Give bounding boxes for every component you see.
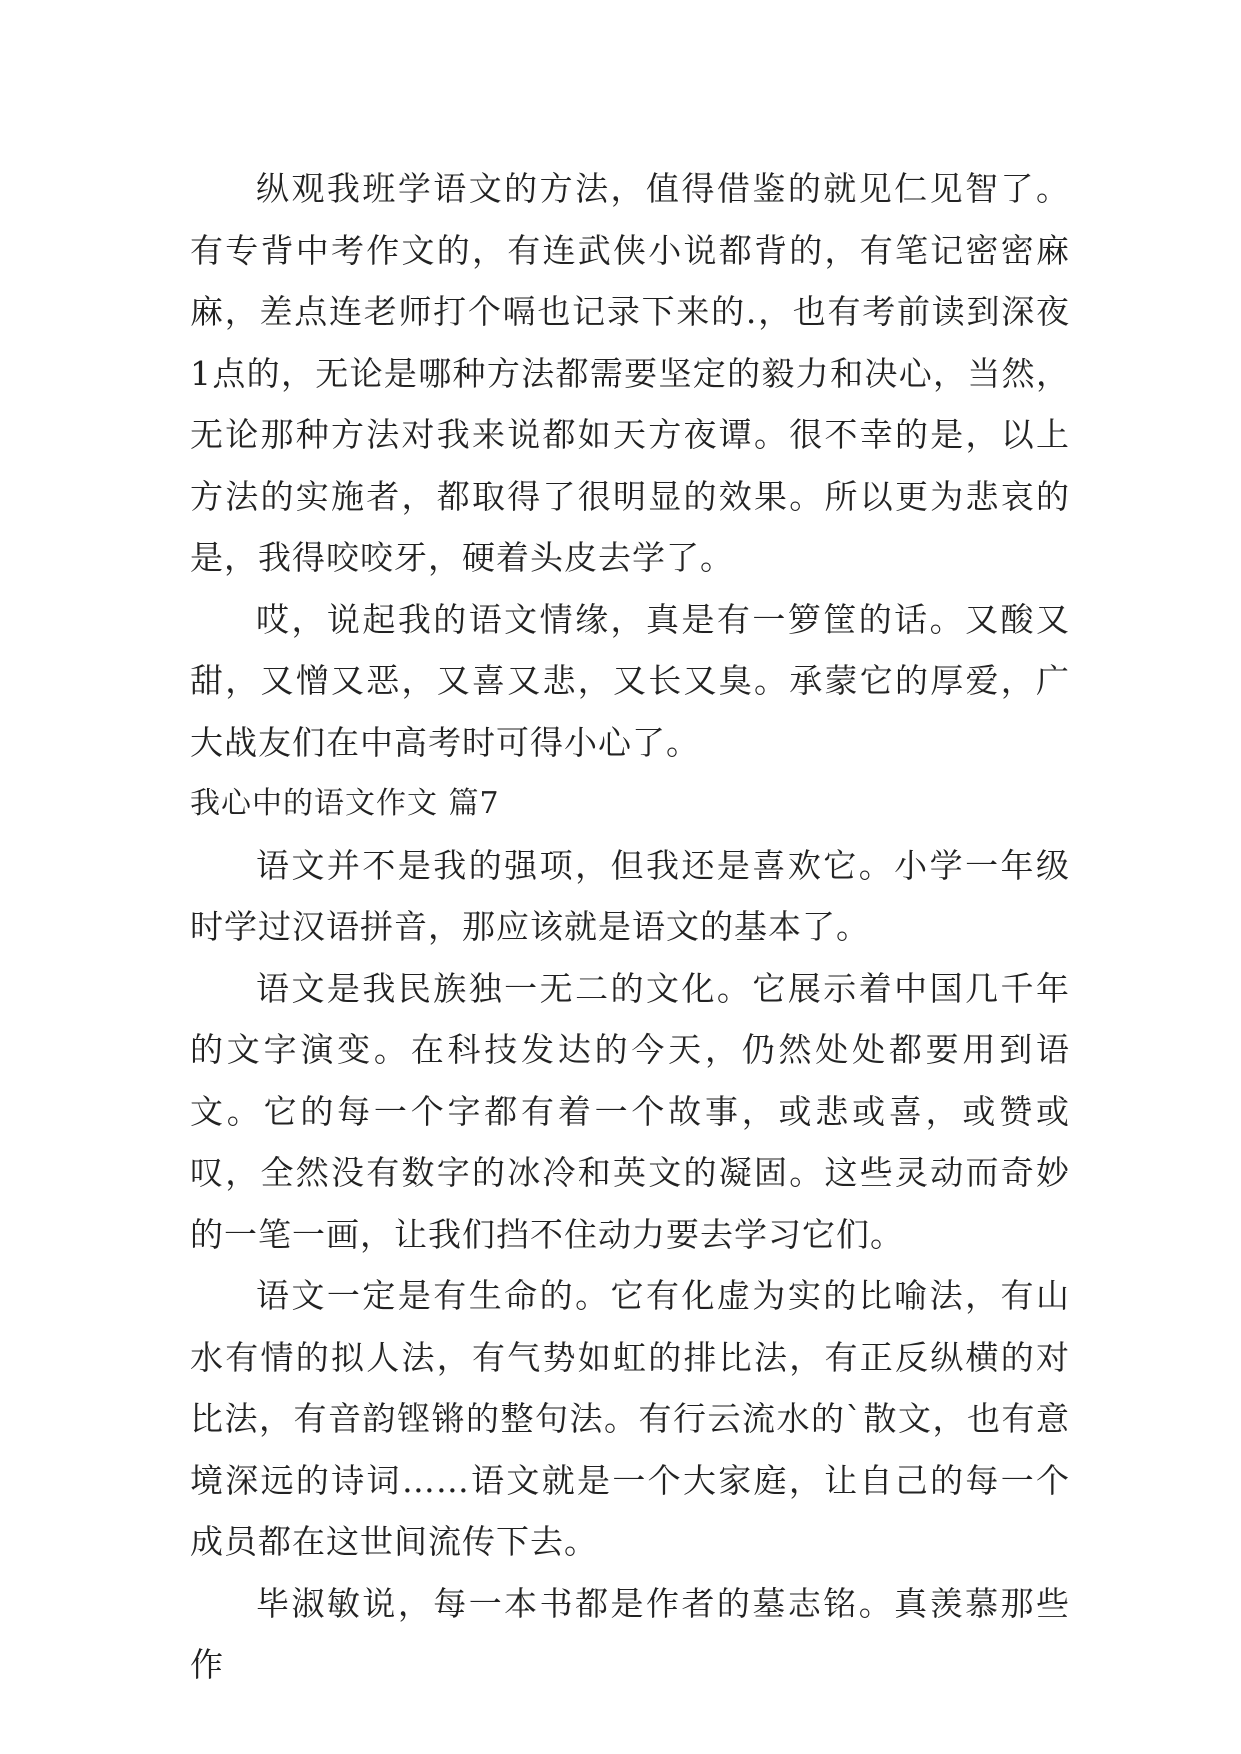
paragraph-not-strength: 语文并不是我的强项，但我还是喜欢它。小学一年级时学过汉语拼音，那应该就是语文的基本了。: [190, 845, 1070, 946]
paragraph-study-methods: 纵观我班学语文的方法，值得借鉴的就见仁见智了。有专背中考作文的，有连武侠小说都背的，有笔记密密麻麻，差点连老师打个嗝也记录下来的.，也有考前读到深夜1点的，无论是哪种方法都需要坚定的毅力和决心，当然，无论那种方法对我来说都如天方夜谭。很不幸的是，以上方法的实施者，都取得了很明显的效果。所以更为悲哀的是，我得咬咬牙，硬着头皮去学了。: [190, 169, 1070, 577]
paragraph-bi-shumin: 毕淑敏说，每一本书都是作者的墓志铭。真羡慕那些作: [190, 1583, 1070, 1684]
paragraph-language-life: 语文一定是有生命的。它有化虚为实的比喻法，有山水有情的拟人法，有气势如虹的排比法，有正反纵横的对比法，有音韵铿锵的整句法。有行云流水的`散文，也有意境深远的诗词……语文就是一个大家庭，让自己的每一个成员都在这世间流传下去。: [190, 1276, 1070, 1561]
paragraph-chinese-affinity: 哎，说起我的语文情缘，真是有一箩筐的话。又酸又甜，又憎又恶，又喜又悲，又长又臭。承蒙它的厚爱，广大战友们在中高考时可得小心了。: [190, 599, 1070, 762]
section-heading: 我心中的语文作文 篇7: [190, 786, 500, 821]
paragraph-national-culture: 语文是我民族独一无二的文化。它展示着中国几千年的文字演变。在科技发达的今天，仍然处处都要用到语文。它的每一个字都有着一个故事，或悲或喜，或赞或叹，全然没有数字的冰冷和英文的凝固。这些灵动而奇妙的一笔一画，让我们挡不住动力要去学习它们。: [190, 968, 1070, 1254]
document-body: [190, 158, 1070, 1696]
